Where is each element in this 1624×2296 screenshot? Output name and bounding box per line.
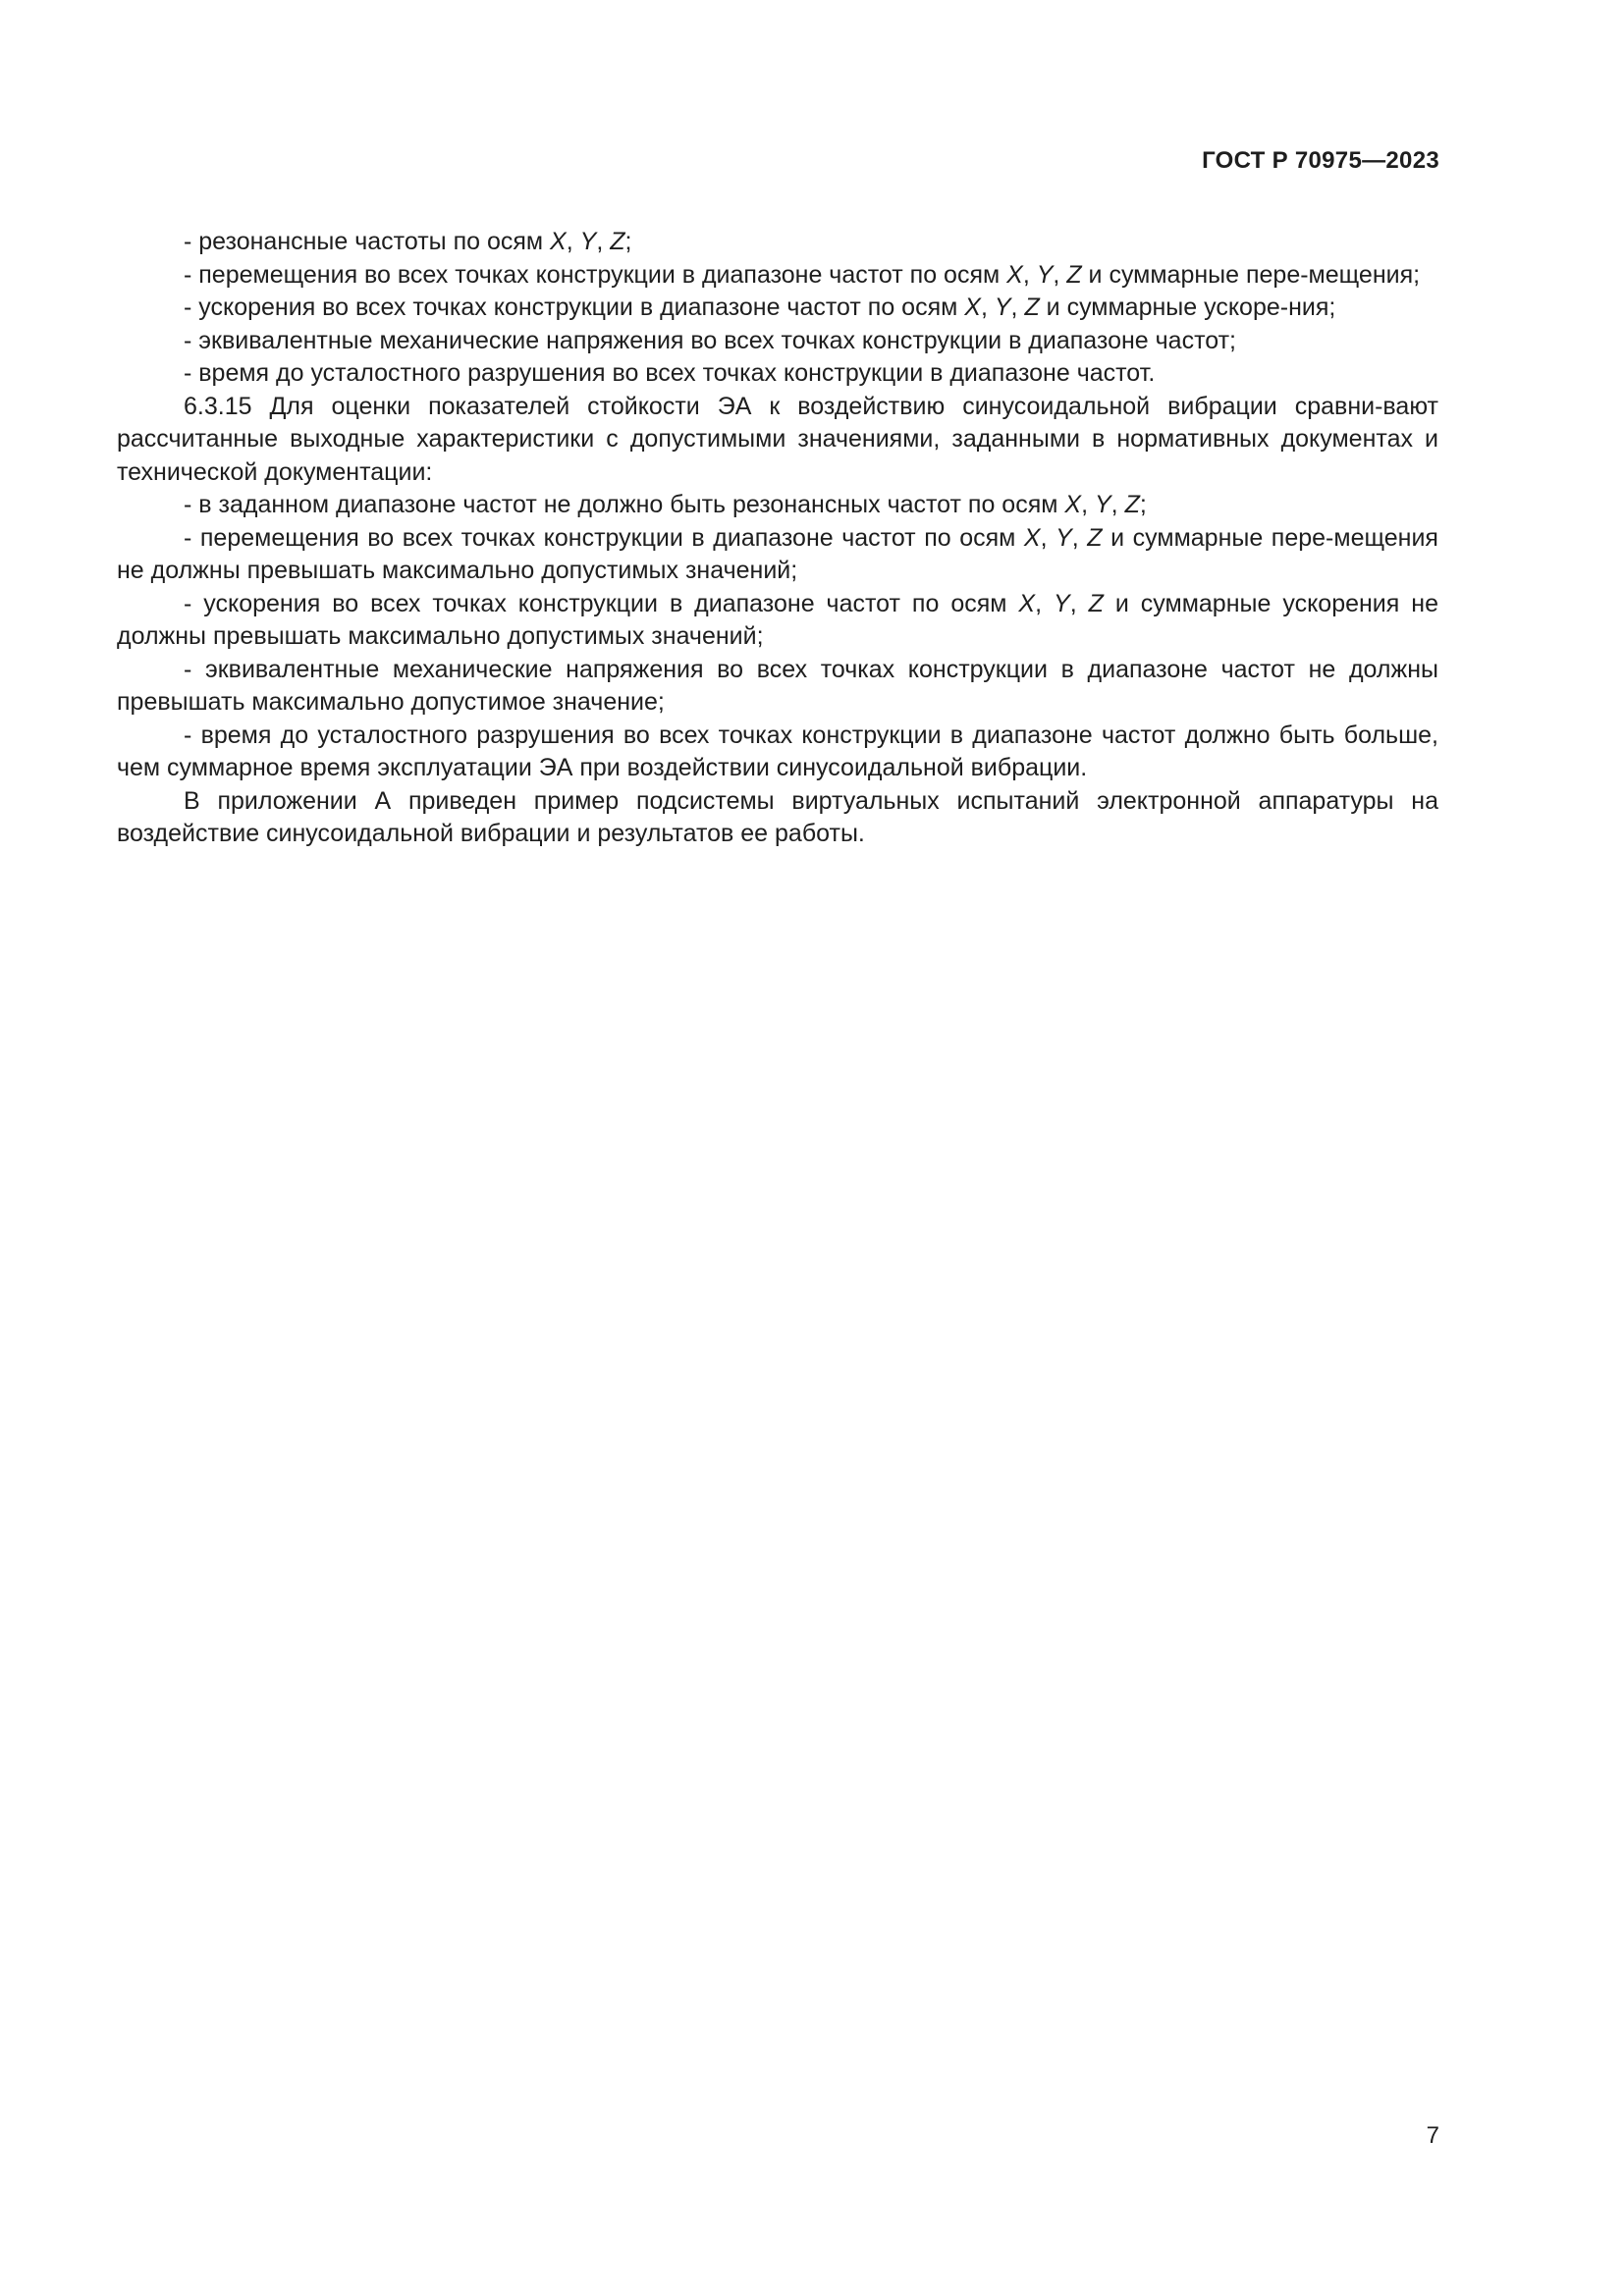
axis-variable: X	[964, 294, 981, 321]
text-run: - резонансные частоты по осям	[184, 228, 551, 255]
text-run: и суммарные ускорения не должны превышать максимально допустимых значений;	[117, 589, 1438, 650]
text-run: ;	[624, 228, 632, 255]
text-run: ,	[1071, 523, 1088, 552]
paragraph	[117, 588, 1438, 654]
text-run: ,	[980, 294, 995, 321]
text-run: ,	[1022, 260, 1037, 289]
paragraph	[117, 325, 1438, 358]
axis-variable: Z	[1066, 260, 1082, 289]
paragraph	[117, 259, 1438, 293]
document-header: ГОСТ Р 70975—2023	[1202, 147, 1439, 174]
paragraph	[117, 720, 1438, 785]
text-run: - в заданном диапазоне частот не должно быть резонансных частот по осям	[184, 491, 1065, 518]
axis-variable: X	[1064, 491, 1082, 518]
text-run: ,	[566, 228, 580, 255]
text-run: ,	[1110, 491, 1125, 518]
axis-variable: Y	[1054, 589, 1070, 617]
paragraph	[117, 489, 1438, 522]
paragraph	[117, 654, 1438, 720]
axis-variable: Z	[1024, 294, 1040, 321]
text-run: ,	[1010, 294, 1025, 321]
text-run: ,	[596, 228, 611, 255]
text-run: ,	[1053, 260, 1067, 289]
text-run: и суммарные пере-мещения;	[1081, 260, 1421, 289]
axis-variable: Z	[1124, 491, 1140, 518]
axis-variable: Z	[610, 228, 625, 255]
text-run: - эквивалентные механические напряжения во всех точках конструкции в диапазоне частот не должны превышать максимально допустимое значение;	[117, 655, 1438, 716]
text-run: - ускорения во всех точках конструкции в диапазоне частот по осям	[184, 294, 965, 321]
axis-variable: Y	[1094, 491, 1111, 518]
axis-variable: Y	[579, 228, 597, 255]
axis-variable: Y	[1036, 260, 1054, 289]
text-run: ,	[1081, 491, 1095, 518]
axis-variable: Y	[994, 294, 1011, 321]
axis-variable: X	[1023, 523, 1041, 552]
text-run: ;	[1139, 491, 1147, 518]
text-run: - ускорения во всех точках конструкции в диапазоне частот по осям	[184, 589, 1019, 617]
axis-variable: X	[1006, 260, 1023, 289]
paragraph	[117, 785, 1438, 851]
text-run: В приложении А приведен пример подсистемы виртуальных испытаний электронной аппаратуры на воздействие синусоидальной вибрации и результатов ее работы.	[117, 786, 1438, 847]
paragraph	[117, 522, 1438, 588]
text-run: - время до усталостного разрушения во всех точках конструкции в диапазоне частот.	[184, 359, 1156, 387]
text-run: 6.3.15 Для оценки показателей стойкости ЭА к воздействию синусоидальной вибрации сравни-вают рассчитанные выходные характеристики с допустимыми значениями, заданными в нормативных документах и технической документации:	[117, 392, 1438, 486]
document-body	[117, 226, 1438, 851]
text-run: ,	[1035, 589, 1055, 617]
text-run: - перемещения во всех точках конструкции в диапазоне частот по осям	[184, 260, 1007, 289]
text-run: и суммарные пере-мещения не должны превышать максимально допустимых значений;	[117, 523, 1438, 584]
axis-variable: Y	[1056, 523, 1072, 552]
axis-variable: X	[1018, 589, 1036, 617]
axis-variable: Z	[1088, 589, 1104, 617]
text-run: - эквивалентные механические напряжения во всех точках конструкции в диапазоне частот;	[184, 326, 1236, 354]
paragraph	[117, 226, 1438, 259]
paragraph	[117, 292, 1438, 325]
text-run: - перемещения во всех точках конструкции в диапазоне частот по осям	[184, 523, 1024, 552]
paragraph	[117, 357, 1438, 391]
text-run: и суммарные ускоре-ния;	[1039, 294, 1336, 321]
page-number: 7	[1426, 2122, 1439, 2149]
text-run: ,	[1040, 523, 1056, 552]
axis-variable: Z	[1087, 523, 1103, 552]
text-run: ,	[1069, 589, 1089, 617]
text-run: - время до усталостного разрушения во всех точках конструкции в диапазоне частот должно быть больше, чем суммарное время эксплуатации ЭА при воздействии синусоидальной вибрации.	[117, 721, 1438, 781]
paragraph	[117, 391, 1438, 490]
axis-variable: X	[550, 228, 567, 255]
